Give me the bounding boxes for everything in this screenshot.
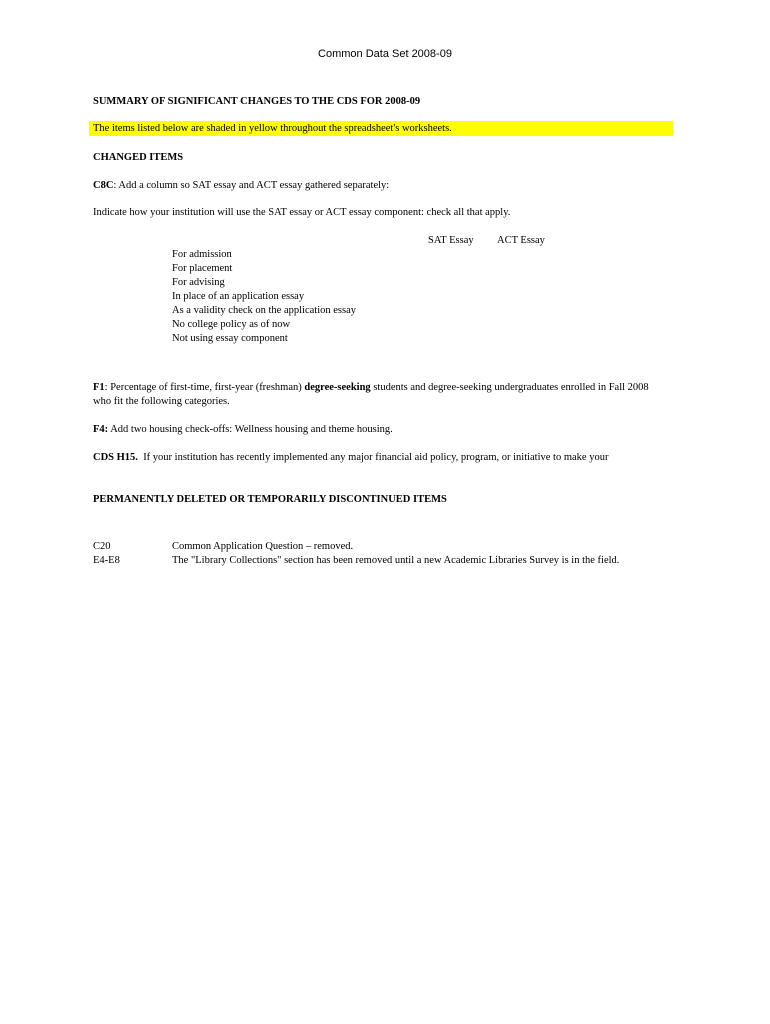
deleted-item-desc: Common Application Question – removed. [172, 541, 354, 552]
f4-paragraph [93, 424, 393, 435]
essay-option-advising: For advising [172, 277, 225, 288]
f1-text-before: : Percentage of first-time, first-year (freshman) [104, 382, 305, 393]
f4-code: F4: [93, 424, 109, 435]
f1-text-after: students and degree-seeking undergraduates enrolled in Fall 2008 [370, 382, 649, 393]
h15-code: CDS H15. [93, 452, 138, 463]
page-header: Common Data Set 2008-09 [318, 48, 452, 60]
c8c-text: : Add a column so SAT essay and ACT essay gathered separately: [113, 180, 390, 191]
f1-code: F1 [93, 382, 105, 393]
h15-paragraph [93, 452, 608, 463]
c8c-code: C8C [93, 180, 114, 191]
f1-paragraph-line1 [93, 382, 649, 393]
summary-title: SUMMARY OF SIGNIFICANT CHANGES TO THE CDS FOR 2008-09 [93, 96, 421, 107]
essay-option-application-essay: In place of an application essay [172, 291, 305, 302]
h15-text: If your institution has recently implemented any major financial aid policy, program, or initiative to make your [137, 452, 609, 463]
f4-text: Add two housing check-offs: Wellness housing and theme housing. [108, 424, 393, 435]
c8c-paragraph [93, 180, 389, 191]
highlight-note: The items listed below are shaded in yellow throughout the spreadsheet's worksheets. [93, 123, 452, 134]
act-essay-column-header: ACT Essay [497, 235, 545, 246]
essay-option-placement: For placement [172, 263, 233, 274]
c8c-instruction: Indicate how your institution will use the SAT essay or ACT essay component: check all that apply. [93, 207, 511, 218]
essay-option-validity-check: As a validity check on the application essay [172, 305, 356, 316]
sat-essay-column-header: SAT Essay [428, 235, 474, 246]
f1-emphasis: degree-seeking [304, 382, 371, 393]
f1-paragraph-line2: who fit the following categories. [93, 396, 230, 407]
deleted-items-heading: PERMANENTLY DELETED OR TEMPORARILY DISCONTINUED ITEMS [93, 494, 447, 505]
deleted-item-code: C20 [93, 541, 111, 552]
changed-items-heading: CHANGED ITEMS [93, 152, 184, 163]
essay-option-no-policy: No college policy as of now [172, 319, 291, 330]
deleted-item-code: E4-E8 [93, 555, 120, 566]
essay-option-not-using: Not using essay component [172, 333, 288, 344]
essay-option-admission: For admission [172, 249, 232, 260]
deleted-item-desc: The "Library Collections" section has been removed until a new Academic Libraries Survey is in the field. [172, 555, 620, 566]
